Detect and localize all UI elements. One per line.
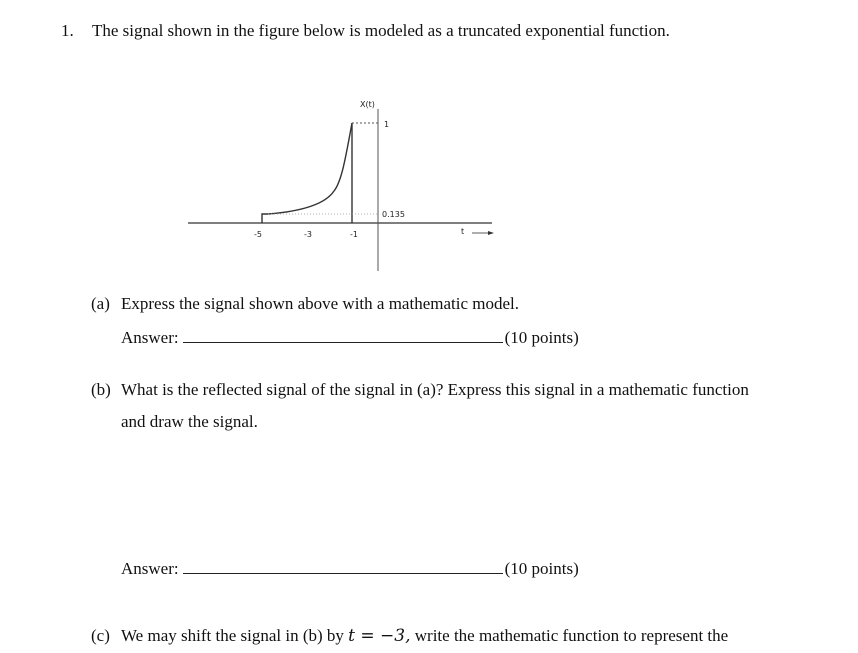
x-axis-label: t [461, 227, 465, 236]
part-a-text: Express the signal shown above with a mathematic model. [121, 294, 519, 313]
part-b-text-line1: What is the reflected signal of the signal in (a)? Express this signal in a mathematic function [121, 380, 749, 399]
low-label: 0.135 [382, 210, 405, 219]
part-c-math: t = −3, [348, 626, 411, 646]
answer-label: Answer: [121, 559, 179, 578]
peak-label: 1 [384, 120, 390, 129]
x-tick-label: -5 [254, 230, 262, 239]
y-axis-label: X(t) [360, 100, 375, 109]
signal-step-left [262, 214, 268, 223]
x-tick-label: -1 [350, 230, 358, 239]
signal-figure [186, 95, 496, 273]
answer-label: Answer: [121, 328, 179, 347]
points-label: (10 points) [504, 328, 579, 347]
part-c-text [121, 626, 728, 646]
part-c-text-before: We may shift the signal in (b) by [121, 626, 344, 645]
t-axis-arrow-icon [488, 231, 494, 235]
part-b-label: (b) [91, 380, 111, 399]
signal-curve [268, 123, 352, 214]
part-c-text-after: write the mathematic function to represent the [414, 626, 729, 645]
points-label: (10 points) [504, 559, 579, 578]
part-b-text-line2: and draw the signal. [121, 412, 258, 431]
x-tick-label: -3 [304, 230, 312, 239]
part-a-label: (a) [91, 294, 110, 313]
question-text: The signal shown in the figure below is modeled as a truncated exponential function. [92, 21, 670, 40]
part-b-answer-row [121, 557, 579, 579]
part-a-answer-blank[interactable] [183, 326, 503, 343]
part-b-answer-blank[interactable] [183, 557, 503, 574]
part-c-label: (c) [91, 626, 110, 645]
part-a-answer-row [121, 326, 579, 348]
question-number: 1. [61, 21, 74, 40]
